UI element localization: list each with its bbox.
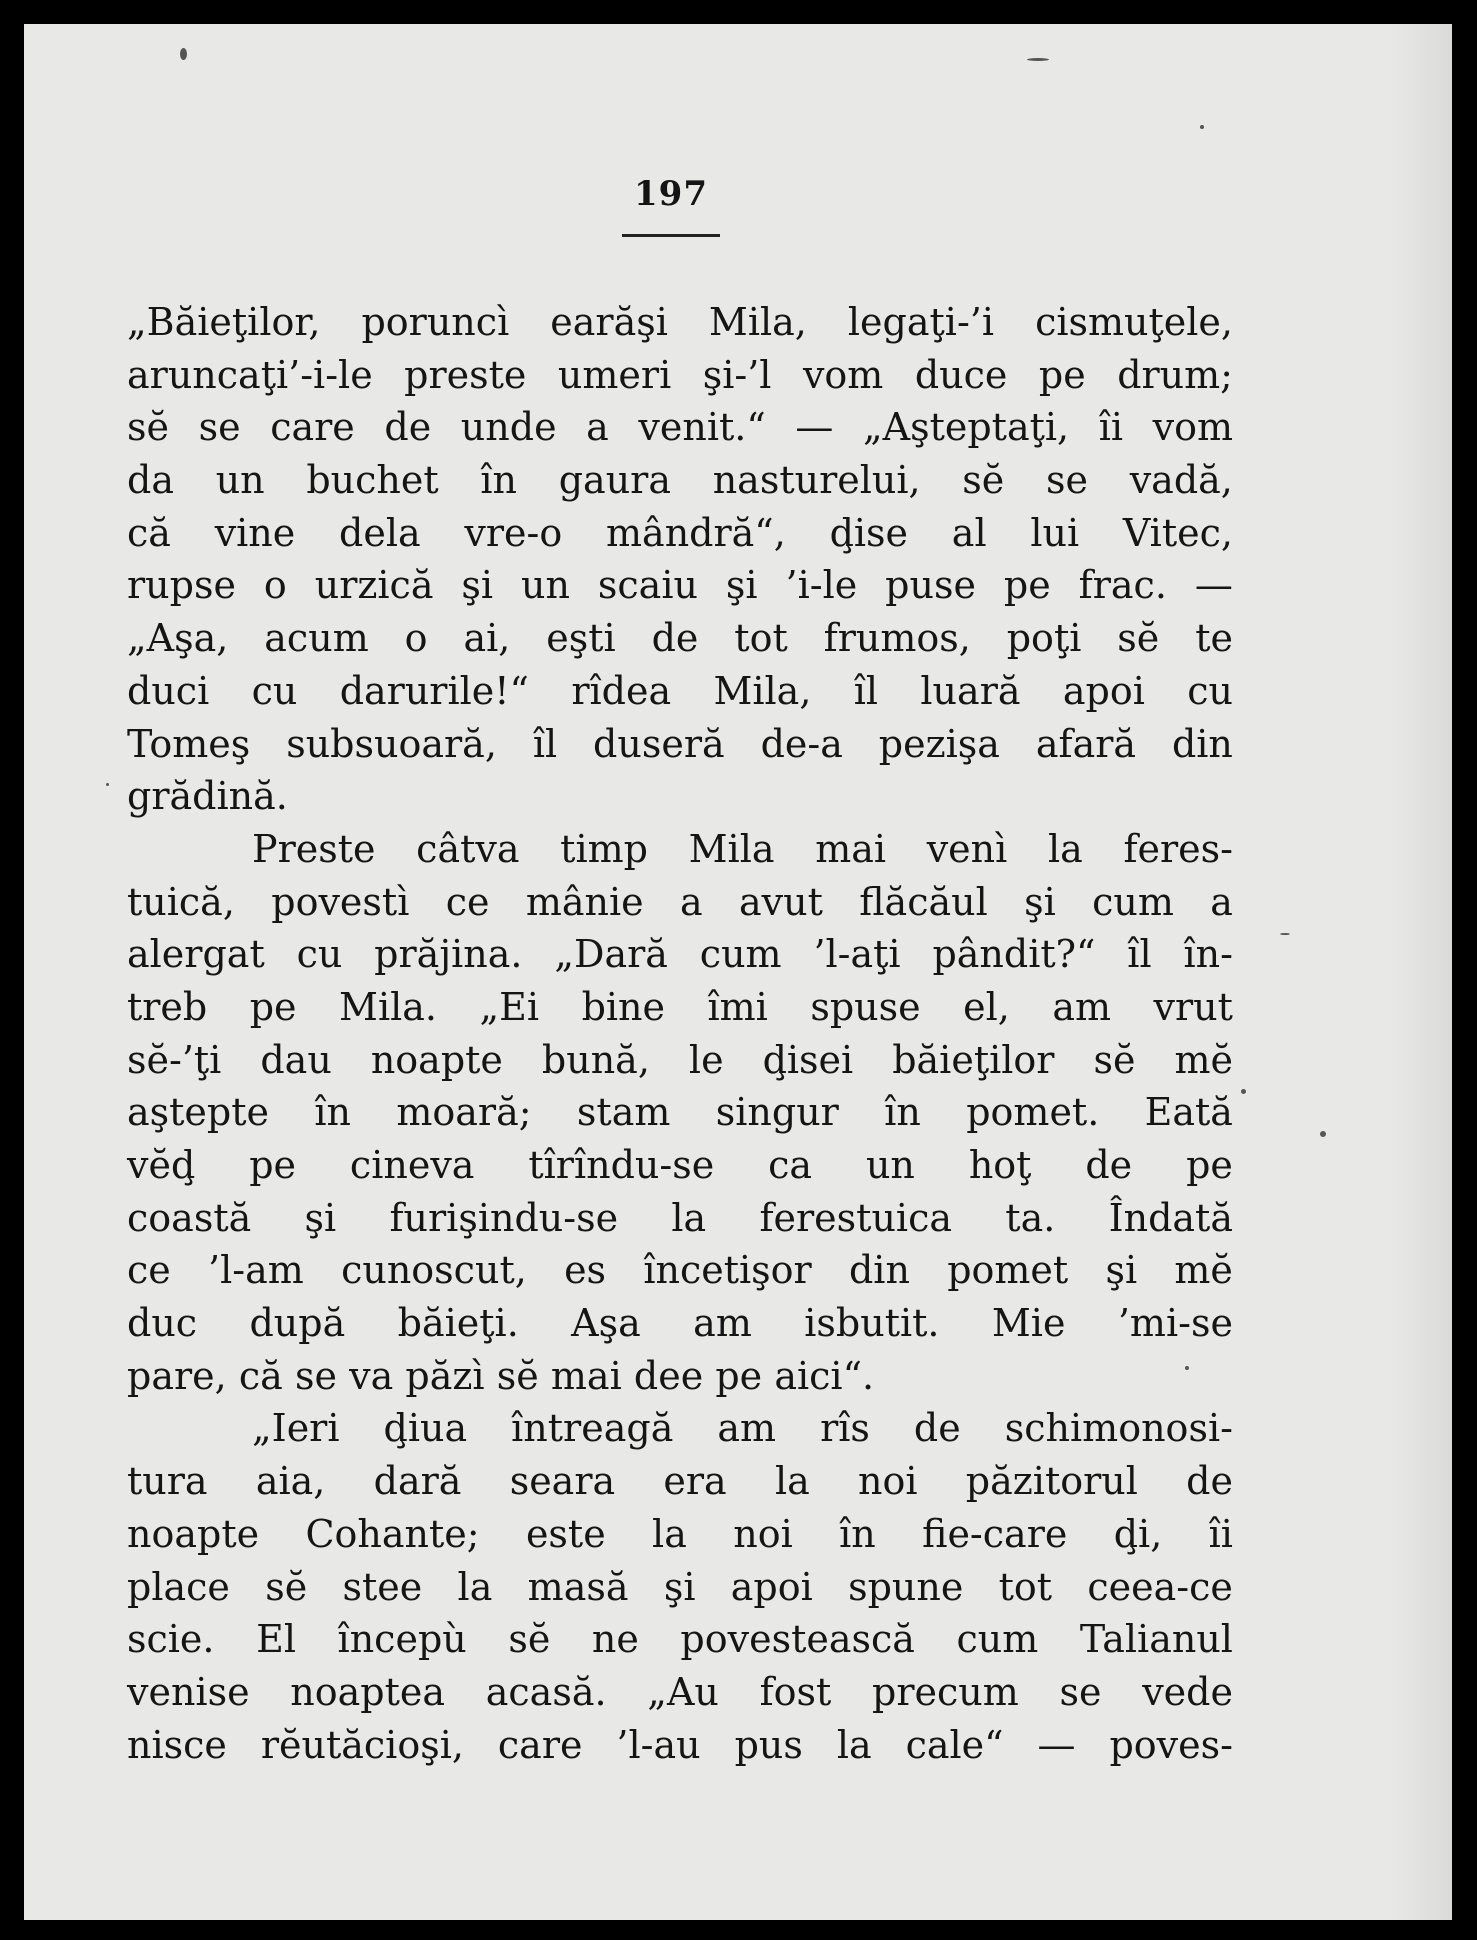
page-number-rule (622, 234, 720, 237)
page-number: 197 (634, 174, 708, 214)
speck-mark (1241, 1089, 1246, 1094)
text-line: aruncaţi’-i-le preste umeri şi-’l vom duce pe drum; (127, 352, 1233, 397)
speck-mark (1320, 1131, 1326, 1137)
text-line: pare, că se va păzì sĕ mai dee pe aici“. (127, 1353, 875, 1398)
text-line: place sĕ stee la masă şi apoi spune tot ceea-ce (127, 1564, 1233, 1609)
text-line: scie. El începù sĕ ne povestească cum Talianul (127, 1617, 1233, 1662)
speck-mark (1027, 58, 1049, 61)
text-line: „Băieţilor, poruncì earăşi Mila, legaţi-’i cismuţele, (127, 300, 1233, 344)
text-line: aştepte în moară; stam singur în pomet. Eată (127, 1090, 1233, 1135)
text-line: Tomeş subsuoară, îl duseră de-a pezişa afară din (127, 721, 1233, 766)
speck-mark (1200, 125, 1204, 129)
text-line: noapte Cohante; este la noi în fie-care ḑi, îi (127, 1511, 1233, 1556)
text-line: Preste câtva timp Mila mai venì la feres- (252, 826, 1233, 871)
text-line: că vine dela vre-o mândră“, ḑise al lui Vitec, (127, 510, 1233, 555)
text-line: tuică, povestì ce mânie a avut flăcăul şi cum a (127, 879, 1233, 924)
text-line: tura aia, dară seara era la noi păzitorul de (127, 1459, 1233, 1504)
text-line: ce ’l-am cunoscut, es încetişor din pomet şi mĕ (127, 1248, 1233, 1293)
text-line: grădină. (127, 774, 288, 819)
page-edge-shadow (1392, 24, 1452, 1920)
text-line: duc după băieţi. Aşa am isbutit. Mie ’mi-se (127, 1301, 1233, 1346)
scanned-page (24, 24, 1452, 1920)
text-line: vĕḑ pe cineva tîrîndu-se ca un hoţ de pe (127, 1143, 1233, 1187)
text-line: venise noaptea acasă. „Au fost precum se vede (127, 1669, 1233, 1714)
text-line: „Aşa, acum o ai, eşti de tot frumos, poţi sĕ te (127, 616, 1233, 661)
text-line: „Ieri ḑiua întreagă am rîs de schimonosi- (252, 1406, 1233, 1451)
text-line: sĕ-’ţi dau noapte bună, le ḑisei băieţilor sĕ mĕ (127, 1037, 1233, 1082)
text-line: rupse o urzică şi un scaiu şi ’i-le puse pe frac. — (127, 563, 1233, 608)
text-line: alergat cu prăjina. „Dară cum ’l-aţi pândit?“ îl în- (127, 932, 1233, 977)
text-line: sĕ se care de unde a venit.“ — „Aşteptaţi, îi vom (127, 405, 1233, 450)
text-line: da un buchet în gaura nasturelui, sĕ se vadă, (127, 458, 1233, 503)
body-text (127, 296, 1233, 1771)
speck-mark (180, 48, 187, 60)
speck-mark (106, 783, 109, 786)
text-line: duci cu darurile!“ rîdea Mila, îl luară apoi cu (127, 668, 1233, 713)
text-line: treb pe Mila. „Ei bine îmi spuse el, am vrut (127, 984, 1233, 1029)
text-line: coastă şi furişindu-se la ferestuica ta. Îndată (127, 1195, 1233, 1240)
text-line: nisce rĕutăcioşi, care ’l-au pus la cale“ — poves- (127, 1722, 1233, 1767)
speck-mark (1280, 933, 1290, 935)
